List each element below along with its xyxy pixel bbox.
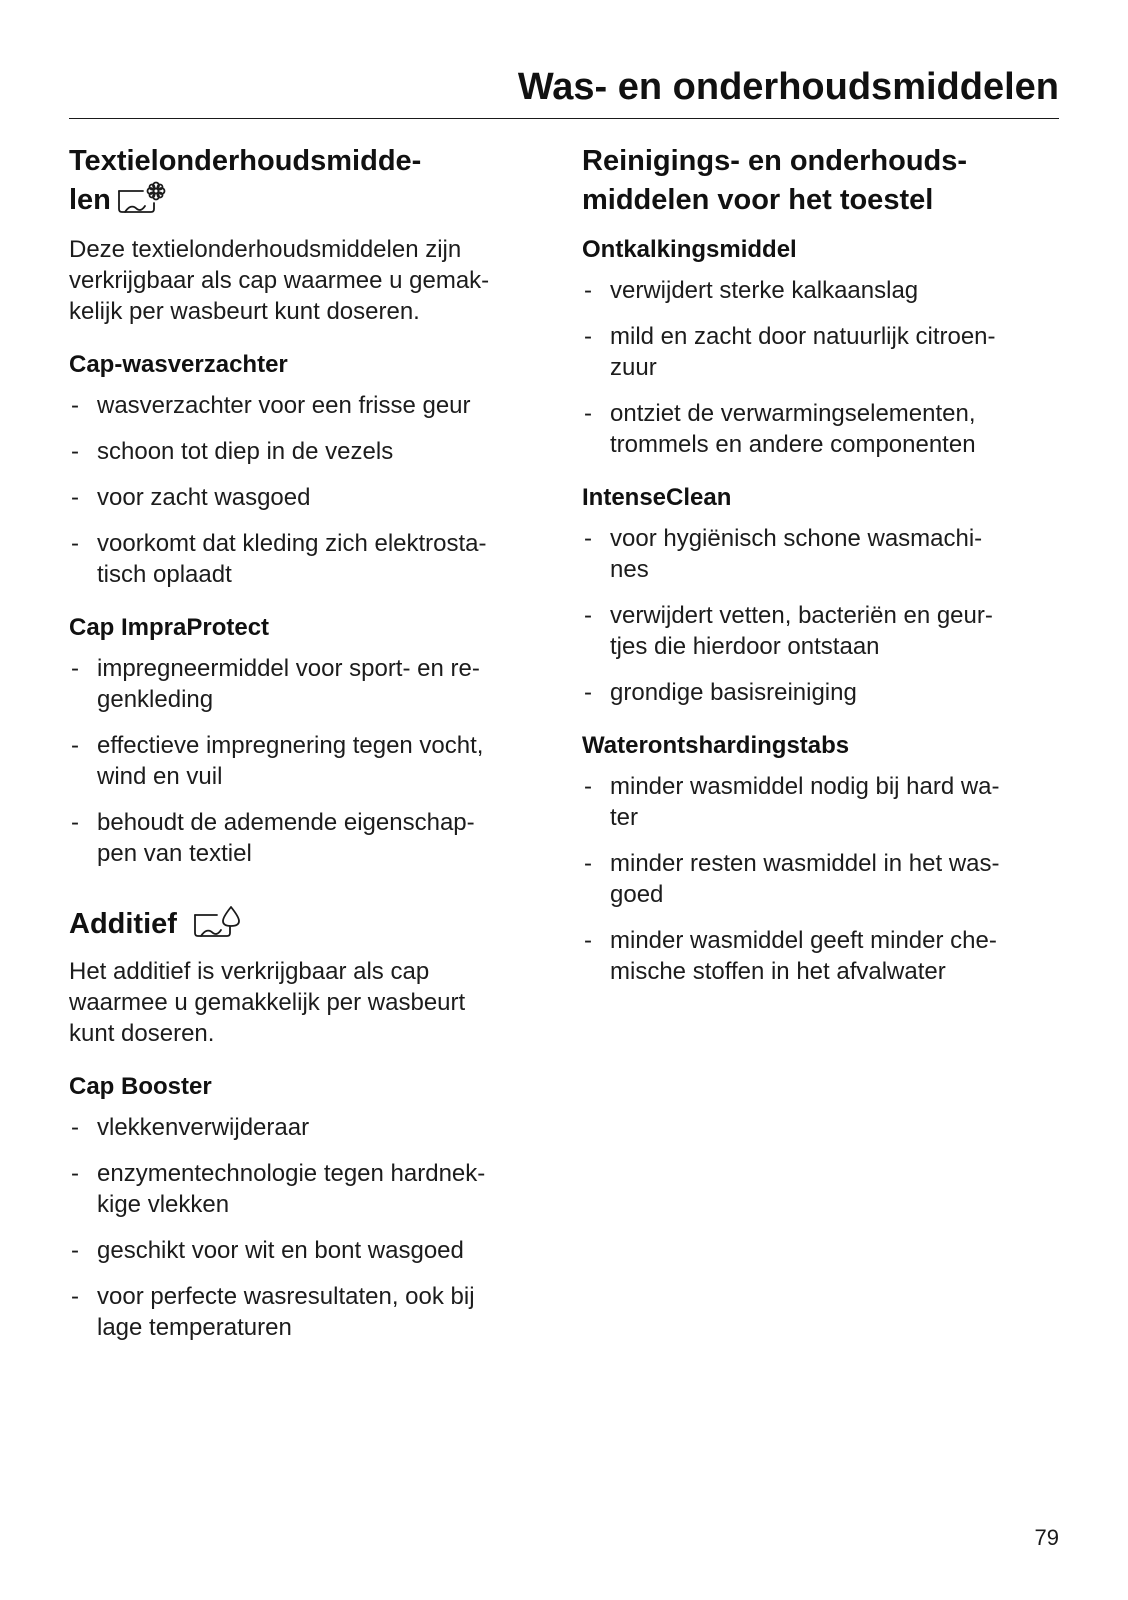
bullet-list [582, 275, 1060, 460]
appliance-care-heading: Reinigings- en onderhouds- middelen voor het toestel [582, 145, 968, 216]
list-item: - vlekkenverwijderaar [71, 1114, 310, 1141]
dash-bullet: - [584, 323, 592, 350]
dash-bullet: - [584, 850, 592, 877]
page-number: 79 [1034, 1525, 1059, 1550]
left-column [69, 142, 544, 1343]
textile-heading-line-1: Textielonderhoudsmidde- [69, 145, 422, 177]
list-item: - voor hygiënisch schone wasmachi- nes [584, 525, 983, 583]
list-item: - voor zacht wasgoed [71, 484, 311, 511]
section-intenseclean [582, 482, 1060, 708]
bullet-list [582, 523, 1060, 708]
dash-bullet: - [584, 927, 592, 954]
textile-heading [69, 142, 544, 226]
dash-bullet: - [584, 679, 592, 706]
list-item: - minder wasmiddel nodig bij hard wa- ter [584, 773, 1000, 831]
right-column [582, 142, 1060, 987]
dash-bullet: - [71, 530, 79, 557]
header-title: Was- en onderhoudsmiddelen [517, 66, 1059, 108]
dash-bullet: - [71, 809, 79, 836]
dash-bullet: - [584, 602, 592, 629]
section-title: Waterontshardingstabs [582, 732, 850, 759]
bullet-list [69, 653, 544, 869]
dash-bullet: - [584, 525, 592, 552]
additief-heading [69, 905, 544, 950]
dash-bullet: - [71, 655, 79, 682]
list-item: - enzymentechnologie tegen hardnek- kige vlekken [71, 1160, 486, 1218]
list-item: - minder resten wasmiddel in het was- goed [584, 850, 1000, 908]
list-item: - schoon tot diep in de vezels [71, 438, 394, 465]
list-item: - verwijdert sterke kalkaanslag [584, 277, 919, 304]
dash-bullet: - [71, 1160, 79, 1187]
bullet-list [69, 1112, 544, 1343]
section-cap-booster [69, 1071, 544, 1343]
textile-intro: Deze textielonderhoudsmiddelen zijn verkrijgbaar als cap waarmee u gemak- kelijk per wasbeurt kunt doseren. [69, 236, 490, 325]
list-item: - verwijdert vetten, bacteriën en geur- tjes die hierdoor ontstaan [584, 602, 993, 660]
list-item: - voorkomt dat kleding zich elektrosta- tisch oplaadt [71, 530, 487, 588]
section-cap-impraprotect [69, 612, 544, 869]
section-cap-wasverzachter [69, 349, 544, 590]
dash-bullet: - [71, 732, 79, 759]
dash-bullet: - [71, 1283, 79, 1310]
cap-flower-icon [115, 181, 167, 226]
section-title: Cap Booster [69, 1073, 212, 1100]
bullet-list [582, 771, 1060, 987]
section-title: Cap-wasverzachter [69, 351, 288, 378]
list-item: - mild en zacht door natuurlijk citroen- zuur [584, 323, 996, 381]
list-item: - voor perfecte wasresultaten, ook bij lage temperaturen [71, 1283, 475, 1341]
list-item: - geschikt voor wit en bont wasgoed [71, 1237, 464, 1264]
dash-bullet: - [584, 773, 592, 800]
section-title: Cap ImpraProtect [69, 614, 270, 641]
section-title: IntenseClean [582, 484, 732, 511]
list-item: - minder wasmiddel geeft minder che- mische stoffen in het afvalwater [584, 927, 997, 985]
additief-heading-text: Additief [69, 908, 177, 940]
list-item: - impregneermiddel voor sport- en re- genkleding [71, 655, 480, 713]
list-item: - wasverzachter voor een frisse geur [71, 392, 471, 419]
dash-bullet: - [584, 277, 592, 304]
dash-bullet: - [71, 484, 79, 511]
list-item: - behoudt de ademende eigenschap- pen van textiel [71, 809, 475, 867]
textile-heading-line-2: len [69, 184, 111, 216]
list-item: - effectieve impregnering tegen vocht, wind en vuil [71, 732, 484, 790]
section-waterontshardingstabs [582, 730, 1060, 987]
page-header [69, 62, 1059, 119]
dash-bullet: - [71, 392, 79, 419]
cap-drop-icon [191, 905, 243, 950]
section-title: Ontkalkingsmiddel [582, 236, 797, 263]
bullet-list [69, 390, 544, 590]
list-item: - grondige basisreiniging [584, 679, 857, 706]
dash-bullet: - [71, 438, 79, 465]
dash-bullet: - [71, 1114, 79, 1141]
additief-intro: Het additief is verkrijgbaar als cap waarmee u gemakkelijk per wasbeurt kunt doseren. [69, 958, 466, 1047]
section-ontkalkingsmiddel [582, 234, 1060, 460]
dash-bullet: - [584, 400, 592, 427]
dash-bullet: - [71, 1237, 79, 1264]
list-item: - ontziet de verwarmingselementen, trommels en andere componenten [584, 400, 976, 458]
